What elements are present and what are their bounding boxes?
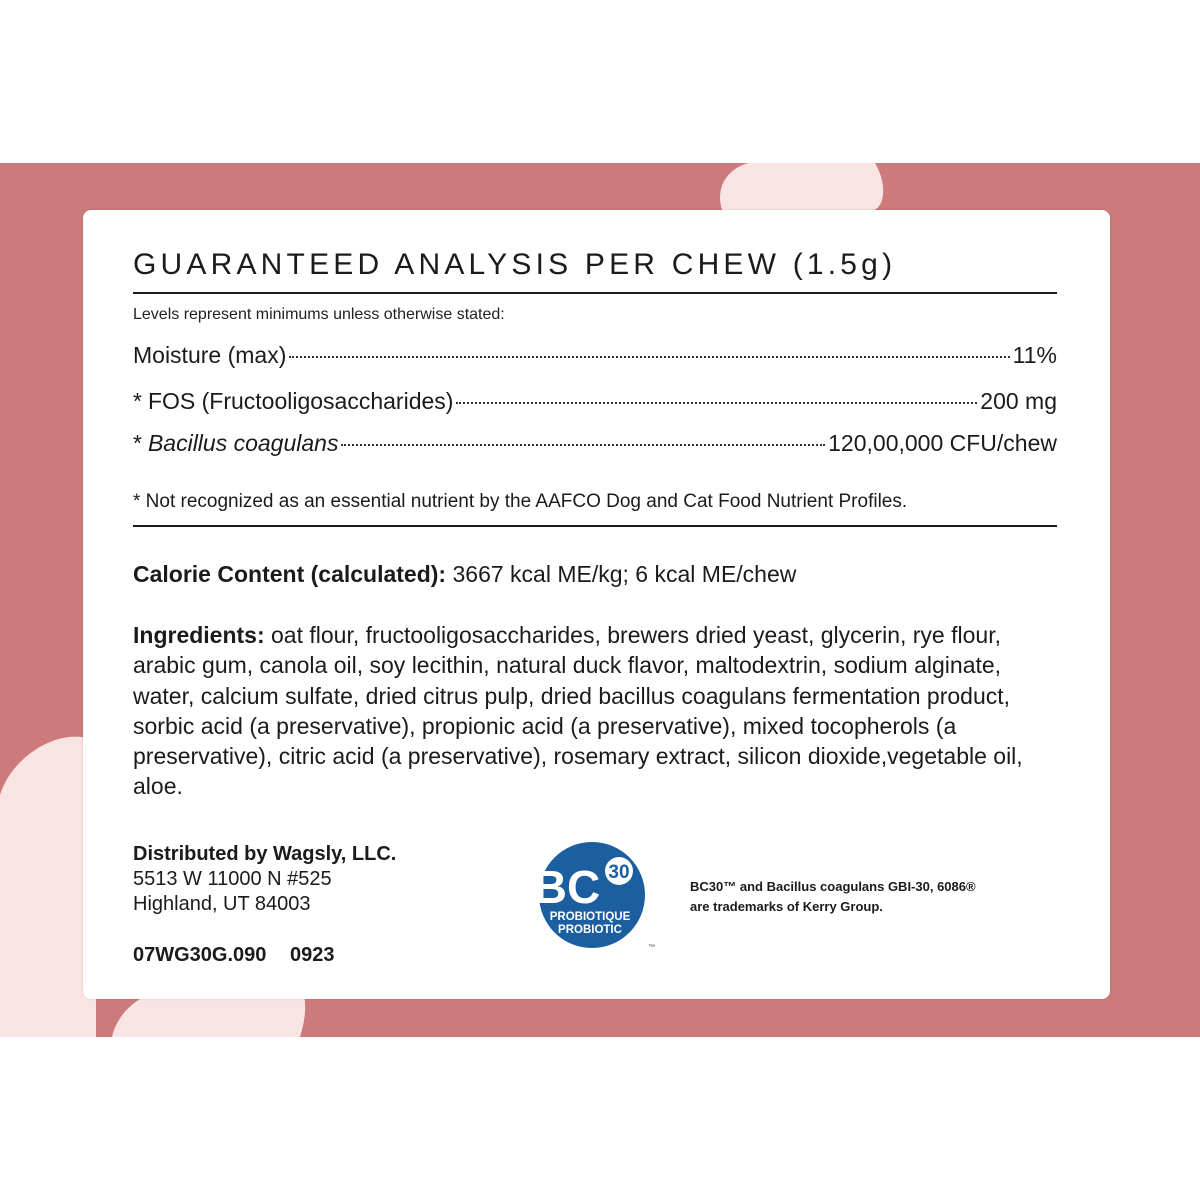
distributor-block — [133, 842, 396, 917]
analysis-label: FOS (Fructooligosaccharides) — [147, 388, 454, 414]
trademark-line2: are trademarks of Kerry Group. — [690, 899, 883, 914]
calorie-value: 3667 kcal ME/kg; 6 kcal ME/chew — [446, 561, 797, 587]
ingredients-text: oat flour, fructooligosaccharides, brewers dried yeast, glycerin, rye flour, arabic gum, canola oil, soy lecithin, natural duck flavor, maltodextrin, sodium alginate, water, calcium sulfate, dried citrus pulp, dried bacillus coagulans fermentation product, sorbic acid (a preservative), propionic acid (a preservative), mixed tocopherols (a preservative), citric acid (a preservative), rosemary extract, silicon dioxide,vegetable oil, aloe. — [133, 622, 1023, 800]
aafco-footnote: * Not recognized as an essential nutrient by the AAFCO Dog and Cat Food Nutrient Profiles. — [133, 491, 908, 512]
distributor-address-line1: 5513 W 11000 N #525 — [133, 868, 332, 890]
analysis-row-bacillus — [133, 430, 1057, 457]
analysis-label: Moisture (max) — [133, 342, 287, 368]
trademark-line1: BC30™ and Bacillus coagulans GBI-30, 6086® — [690, 879, 976, 894]
leader-dots — [341, 444, 825, 446]
trademark-notice — [690, 877, 976, 917]
ingredients-paragraph — [133, 620, 1068, 802]
distributor-address-line2: Highland, UT 84003 — [133, 893, 311, 915]
logo-main-text: BC — [533, 861, 601, 913]
analysis-value: 200 mg — [980, 388, 1057, 414]
levels-note: Levels represent minimums unless otherwise stated: — [133, 306, 505, 323]
leader-dots — [456, 402, 977, 404]
analysis-row-fos — [133, 388, 1057, 415]
analysis-value: 120,00,000 CFU/chew — [828, 430, 1057, 456]
section-divider — [133, 525, 1057, 527]
title-divider — [133, 292, 1057, 294]
calorie-label: Calorie Content (calculated): — [133, 561, 447, 587]
asterisk-marker: * — [133, 430, 142, 456]
leader-dots — [289, 356, 1009, 358]
product-code: 07WG30G.090 — [133, 944, 267, 966]
distributor-name: Distributed by Wagsly, LLC. — [133, 843, 397, 865]
logo-line1: PROBIOTIQUE — [549, 911, 631, 923]
analysis-title: GUARANTEED ANALYSIS PER CHEW (1.5g) — [133, 248, 897, 281]
logo-number: 30 — [608, 862, 630, 883]
analysis-row-moisture — [133, 342, 1057, 369]
decorative-blob-left — [0, 737, 96, 1037]
asterisk-marker: * — [133, 388, 142, 414]
analysis-value: 11% — [1012, 342, 1057, 368]
calorie-content — [133, 561, 796, 588]
analysis-label: Bacillus coagulans — [147, 430, 339, 456]
ingredients-label: Ingredients: — [133, 622, 265, 648]
decorative-blob-top — [720, 163, 883, 210]
logo-line2: PROBIOTIC — [558, 924, 622, 936]
logo-tm: ™ — [648, 944, 655, 951]
lot-codes — [133, 944, 352, 967]
bc30-probiotic-logo — [533, 842, 658, 954]
date-code: 0923 — [289, 944, 335, 966]
